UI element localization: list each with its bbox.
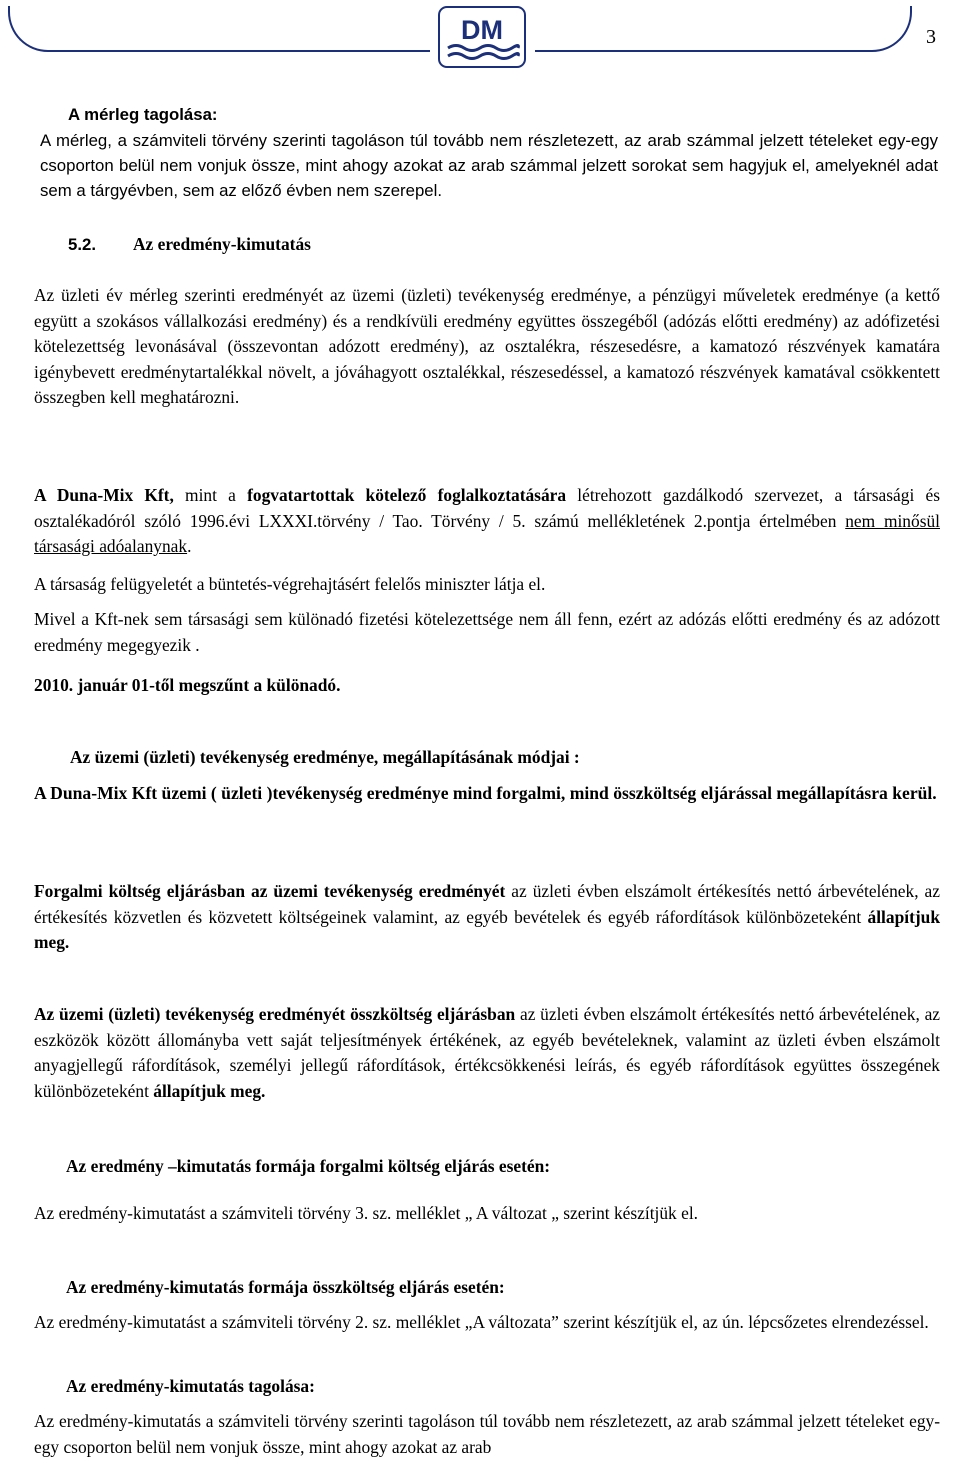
business-year-paragraph: Az üzleti év mérleg szerinti eredményét az üzemi (üzleti) tevékenység eredménye, a pénzügyi műveletek eredménye (a kettő együtt a szokásos vállalkozási eredmény) és a rendkívüli eredmény együttes összegéből (adózás előtti eredmény) az adófizetési kötelezettség levonásával (összevontan adózott eredmény), az osztalékra, részesedésre, a kamatozó részvények kamatára igénybevett eredménytartalékkal növelt, a jóváhagyott osztalékkal, részesedéssel, a kamatozó részvények kamatával csökkentett összegben kell meghatározni. <box>34 285 940 408</box>
no-tax-paragraph: Mivel a Kft-nek sem társasági sem különadó fizetési kötelezettsége nem áll fenn, ezért az adózás előtti eredmény és az adózott eredmény megegyezik . <box>34 609 940 655</box>
form-osszkoltseg-text: Az eredmény-kimutatást a számviteli törvény 2. sz. melléklet „A változata” szerint készítjük el, az ún. lépcsőzetes elrendezéssel. <box>34 1312 929 1332</box>
structure-heading: Az eredmény-kimutatás tagolása: <box>66 1376 315 1396</box>
employment-purpose: fogvatartottak kötelező foglalkoztatására <box>247 485 567 505</box>
forgalmi-paragraph: Forgalmi költség eljárásban az üzemi tevékenység eredményét az üzleti évben elszámolt értékesítés nettó árbevételének, az értékesítés közvetlen és közvetett költségeinek valamint, az egyéb bevételek és egyéb ráfordítások különbözeteként állapítjuk meg. <box>34 881 940 953</box>
form-osszkoltseg-heading: Az eredmény-kimutatás formája összköltség eljárás esetén: <box>66 1277 505 1297</box>
header-rule-right <box>535 6 912 52</box>
section-number: 5.2. <box>68 235 96 254</box>
company-logo <box>438 6 526 68</box>
balance-paragraph: A mérleg, a számviteli törvény szerinti tagoláson túl tovább nem részletezett, az arab számmal jelzett tételeket egy-egy csoporton belül nem vonjuk össze, mint ahogy azokat az arab számmal jelzett sorokat sem hagyjuk el, amelyeknél adat sem a tárgyévben, sem az előző évben nem szerepel. <box>40 131 938 200</box>
page-number: 3 <box>926 26 936 48</box>
structure-text: Az eredmény-kimutatás a számviteli törvény szerinti tagoláson túl tovább nem részletezett, az arab számmal jelzett tételeket egy-egy csoporton belül nem vonjuk össze, mint ahogy azokat az arab <box>34 1411 940 1457</box>
operating-statement: A Duna-Mix Kft üzemi ( üzleti )tevékenység eredménye mind forgalmi, mind összköltség eljárással megállapításra kerül. <box>34 783 937 803</box>
tax-2010-note: 2010. január 01-től megszűnt a különadó. <box>34 675 341 695</box>
section-title: Az eredmény-kimutatás <box>133 234 311 254</box>
supervision-paragraph: A társaság felügyeletét a büntetés-végrehajtásért felelős miniszter látja el. <box>34 574 546 594</box>
header-rule-left <box>8 6 430 52</box>
not-taxable-statement: nem minősül társasági adóalanynak <box>34 510 940 557</box>
form-forgalmi-heading: Az eredmény –kimutatás formája forgalmi költség eljárás esetén: <box>66 1156 551 1176</box>
osszkoltseg-paragraph: Az üzemi (üzleti) tevékenység eredményét összköltség eljárásban az üzleti évben elszámolt értékesítés nettó árbevételének, az eszközök között állományba vett saját teljesítmények értékének, az egyéb bevételeknek, valamint az üzleti évben elszámolt anyagjellegű ráfordítások, személyi jellegű ráfordítások, értékcsökkenési leírás, és egyéb ráfordítások együttes összegének különbözeteként állapítjuk meg. <box>34 1004 941 1101</box>
form-forgalmi-text: Az eredmény-kimutatást a számviteli törvény 3. sz. melléklet „ A változat „ szerint készítjük el. <box>34 1203 699 1223</box>
balance-heading: A mérleg tagolása: <box>68 105 218 124</box>
logo-text: DM <box>461 15 503 45</box>
operating-heading: Az üzemi (üzleti) tevékenység eredménye, megállapításának módjai : <box>70 747 580 767</box>
company-name: A Duna-Mix Kft, <box>34 485 174 505</box>
duna-mix-paragraph: A Duna-Mix Kft, mint a fogvatartottak kötelező foglalkoztatására létrehozott gazdálkodó szervezet, a társasági és osztalékadóról szóló 1996.évi LXXXI.törvény / Tao. Törvény / 5. számú mellékletének 2.pontja értelmében nem minősül társasági adóalanynak. <box>34 485 940 557</box>
